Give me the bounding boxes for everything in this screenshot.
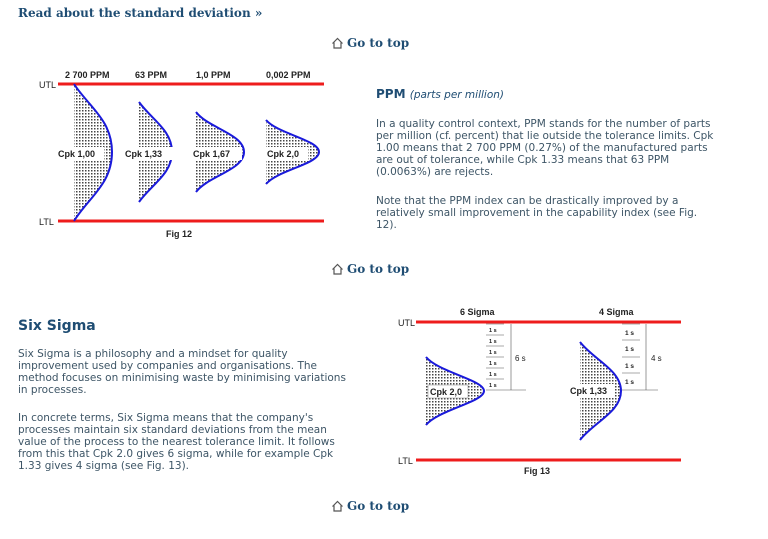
fig13-ltl-label: LTL	[398, 456, 413, 466]
ppm-subtitle: (parts per million)	[409, 89, 505, 101]
ppm-label-4: 0,002 PPM	[266, 70, 311, 80]
sigma-unit-l4: 1 s	[489, 361, 497, 367]
four-sigma-title: 4 Sigma	[599, 307, 634, 317]
ppm-paragraph-2: Note that the PPM index can be drastically improved by a relatively small improvement in the capability index (see Fig. 12).	[376, 195, 698, 231]
ppm-heading	[376, 87, 504, 101]
cpk-label-2: Cpk 1,33	[125, 149, 163, 159]
sigma-unit-l1: 1 s	[489, 328, 497, 334]
sigma-unit-l6: 1 s	[489, 383, 497, 389]
fig13-utl-label: UTL	[398, 318, 416, 328]
sigma-unit-r1: 1 s	[625, 330, 635, 337]
sigma-unit-r3: 1 s	[625, 363, 635, 370]
sigma-unit-r4: 1 s	[625, 379, 635, 386]
ppm-label-2: 63 PPM	[135, 70, 168, 80]
sigma-unit-l2: 1 s	[489, 339, 497, 345]
fig12-utl-label: UTL	[39, 80, 57, 90]
house-icon	[331, 500, 344, 513]
fig13-cpk-right: Cpk 1,33	[570, 386, 608, 396]
go-to-top-link-1[interactable]	[331, 36, 409, 50]
go-to-top-link-3[interactable]	[331, 499, 409, 513]
six-sigma-title: 6 Sigma	[460, 307, 495, 317]
fig13-cpk-left: Cpk 2,0	[430, 387, 463, 397]
six-s-label: 6 s	[515, 354, 526, 363]
fig12-ltl-label: LTL	[39, 217, 54, 227]
fig13-caption: Fig 13	[524, 466, 551, 476]
fig13-diagram	[396, 302, 686, 480]
sigma-unit-l5: 1 s	[489, 372, 497, 378]
cpk-label-4: Cpk 2,0	[267, 149, 300, 159]
go-to-top-label: Go to top	[347, 262, 410, 276]
go-to-top-label: Go to top	[347, 499, 410, 513]
six-sigma-paragraph-2: In concrete terms, Six Sigma means that the company's processes maintain six standard deviations from the mean value of the process to the nearest tolerance limit. It follows from this that Cpk 2.0 gives 6 sigma, while for example Cpk 1.33 gives 4 sigma (see Fig. 13).	[18, 412, 335, 472]
ppm-paragraph-1: In a quality control context, PPM stands for the number of parts per million (cf. percent) that lie outside the tolerance limits. Cpk 1.00 means that 2 700 PPM (0.27%) of the manufactured parts are out of tolerance, while Cpk 1.33 means that 63 PPM (0.0063%) are rejects.	[376, 118, 714, 178]
fig12-diagram	[34, 62, 334, 242]
house-icon	[331, 37, 344, 50]
four-s-label: 4 s	[651, 354, 662, 363]
house-icon	[331, 263, 344, 276]
read-standard-deviation-link[interactable]: Read about the standard deviation »	[18, 6, 263, 20]
sigma-unit-l3: 1 s	[489, 350, 497, 356]
go-to-top-link-2[interactable]	[331, 262, 409, 276]
cpk-label-1: Cpk 1,00	[58, 149, 96, 159]
ppm-label-1: 2 700 PPM	[65, 70, 110, 80]
ppm-title: PPM	[376, 87, 406, 101]
cpk-label-3: Cpk 1,67	[193, 149, 231, 159]
fig12-caption: Fig 12	[166, 229, 193, 239]
six-sigma-paragraph-1: Six Sigma is a philosophy and a mindset for quality improvement used by companies and organisations. The method focuses on minimising waste by minimising variations in processes.	[18, 348, 346, 396]
sigma-unit-r2: 1 s	[625, 346, 635, 353]
go-to-top-label: Go to top	[347, 36, 410, 50]
ppm-label-3: 1,0 PPM	[196, 70, 231, 80]
six-sigma-heading: Six Sigma	[18, 318, 96, 334]
